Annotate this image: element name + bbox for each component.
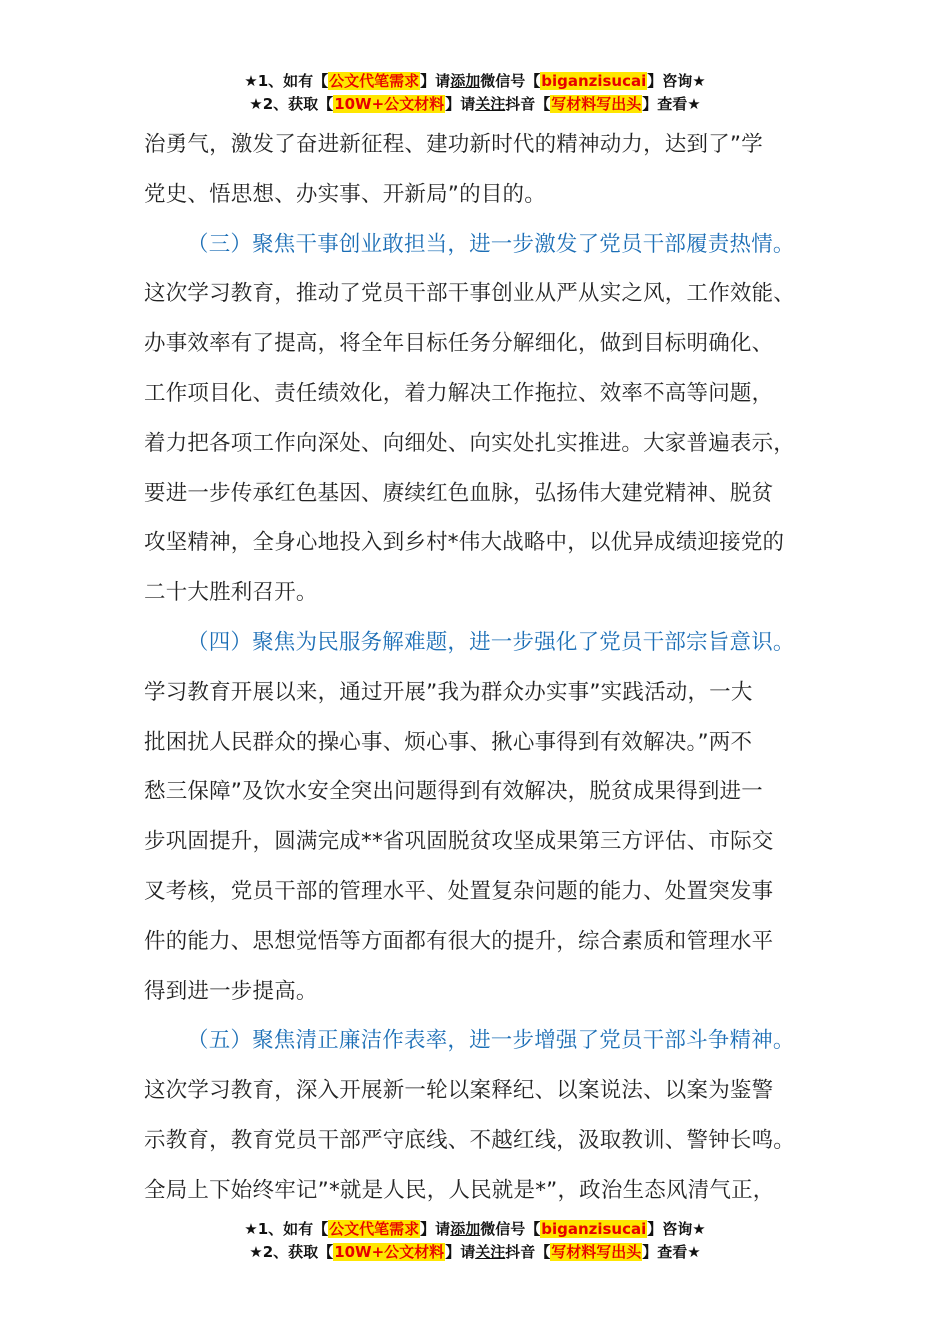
body-line: 步巩固提升，圆满完成**省巩固脱贫攻坚成果第三方评估、市际交 — [144, 829, 774, 855]
body-line: 二十大胜利召开。 — [144, 580, 318, 606]
header-banner — [0, 70, 950, 116]
section-heading-5: （五）聚焦清正廉洁作表率，进一步增强了党员干部斗争精神。 — [187, 1028, 795, 1054]
banner-text: ★1、如有【 — [244, 1220, 329, 1238]
banner-line-2 — [0, 1241, 950, 1264]
body-line: 攻坚精神，全身心地投入到乡村*伟大战略中，以优异成绩迎接党的 — [144, 530, 785, 556]
banner-highlight: 公文代笔需求 — [329, 1220, 420, 1238]
banner-line-1 — [0, 1218, 950, 1241]
banner-text: ★2、获取【 — [249, 1243, 334, 1261]
banner-text: 】查看★ — [642, 95, 701, 113]
banner-text: 】查看★ — [642, 1243, 701, 1261]
banner-text: 】请 — [420, 1220, 451, 1238]
section-heading-3: （三）聚焦干事创业敢担当，进一步激发了党员干部履责热情。 — [187, 231, 795, 257]
body-line: 愁三保障”及饮水安全突出问题得到有效解决，脱贫成果得到进一 — [144, 779, 763, 805]
banner-text: 微信号【 — [480, 72, 541, 90]
body-line: 全局上下始终牢记”*就是人民，人民就是*”，政治生态风清气正， — [144, 1177, 775, 1203]
body-line: 着力把各项工作向深处、向细处、向实处扎实推进。大家普遍表示， — [144, 430, 796, 456]
banner-highlight: biganzisucai — [541, 1220, 647, 1238]
body-line: 这次学习教育，推动了党员干部干事创业从严从实之风，工作效能、 — [144, 281, 796, 307]
body-line: 办事效率有了提高，将全年目标任务分解细化，做到目标明确化、 — [144, 331, 774, 357]
banner-text: 抖音【 — [505, 1243, 551, 1261]
banner-highlight: 公文代笔需求 — [329, 72, 420, 90]
banner-text: 】请 — [445, 1243, 476, 1261]
body-line: 要进一步传承红色基因、赓续红色血脉，弘扬伟大建党精神、脱贫 — [144, 480, 774, 506]
body-line: 工作项目化、责任绩效化，着力解决工作拖拉、效率不高等问题， — [144, 380, 774, 406]
body-line: 治勇气，激发了奋进新征程、建功新时代的精神动力，达到了”学 — [144, 132, 763, 157]
banner-text: 】请 — [420, 72, 451, 90]
footer-banner — [0, 1218, 950, 1264]
banner-highlight: 10W+公文材料 — [334, 95, 445, 113]
banner-underlined: 添加 — [450, 72, 481, 90]
banner-line-1 — [0, 70, 950, 93]
banner-line-2 — [0, 93, 950, 116]
body-line: 件的能力、思想觉悟等方面都有很大的提升，综合素质和管理水平 — [144, 928, 774, 954]
body-line: 学习教育开展以来，通过开展”我为群众办实事”实践活动，一大 — [144, 679, 753, 705]
body-line: 党史、悟思想、办实事、开新局”的目的。 — [144, 181, 546, 207]
banner-text: 微信号【 — [480, 1220, 541, 1238]
banner-highlight: 写材料写出头 — [551, 95, 642, 113]
banner-highlight: biganzisucai — [541, 72, 647, 90]
banner-underlined: 关注 — [475, 1243, 506, 1261]
body-line: 这次学习教育，深入开展新一轮以案释纪、以案说法、以案为鉴警 — [144, 1078, 774, 1104]
banner-underlined: 添加 — [450, 1220, 481, 1238]
document-body — [144, 120, 834, 1216]
banner-text: 】咨询★ — [647, 72, 706, 90]
body-line: 得到进一步提高。 — [144, 978, 318, 1004]
banner-highlight: 10W+公文材料 — [334, 1243, 445, 1261]
section-heading-4: （四）聚焦为民服务解难题，进一步强化了党员干部宗旨意识。 — [187, 629, 795, 655]
banner-text: ★2、获取【 — [249, 95, 334, 113]
banner-underlined: 关注 — [475, 95, 506, 113]
body-line: 叉考核，党员干部的管理水平、处置复杂问题的能力、处置突发事 — [144, 878, 774, 904]
banner-text: 】请 — [445, 95, 476, 113]
banner-text: ★1、如有【 — [244, 72, 329, 90]
banner-text: 抖音【 — [505, 95, 551, 113]
banner-highlight: 写材料写出头 — [551, 1243, 642, 1261]
body-line: 示教育，教育党员干部严守底线、不越红线，汲取教训、警钟长鸣。 — [144, 1127, 796, 1153]
banner-text: 】咨询★ — [647, 1220, 706, 1238]
body-line: 批困扰人民群众的操心事、烦心事、揪心事得到有效解决。”两不 — [144, 729, 753, 755]
